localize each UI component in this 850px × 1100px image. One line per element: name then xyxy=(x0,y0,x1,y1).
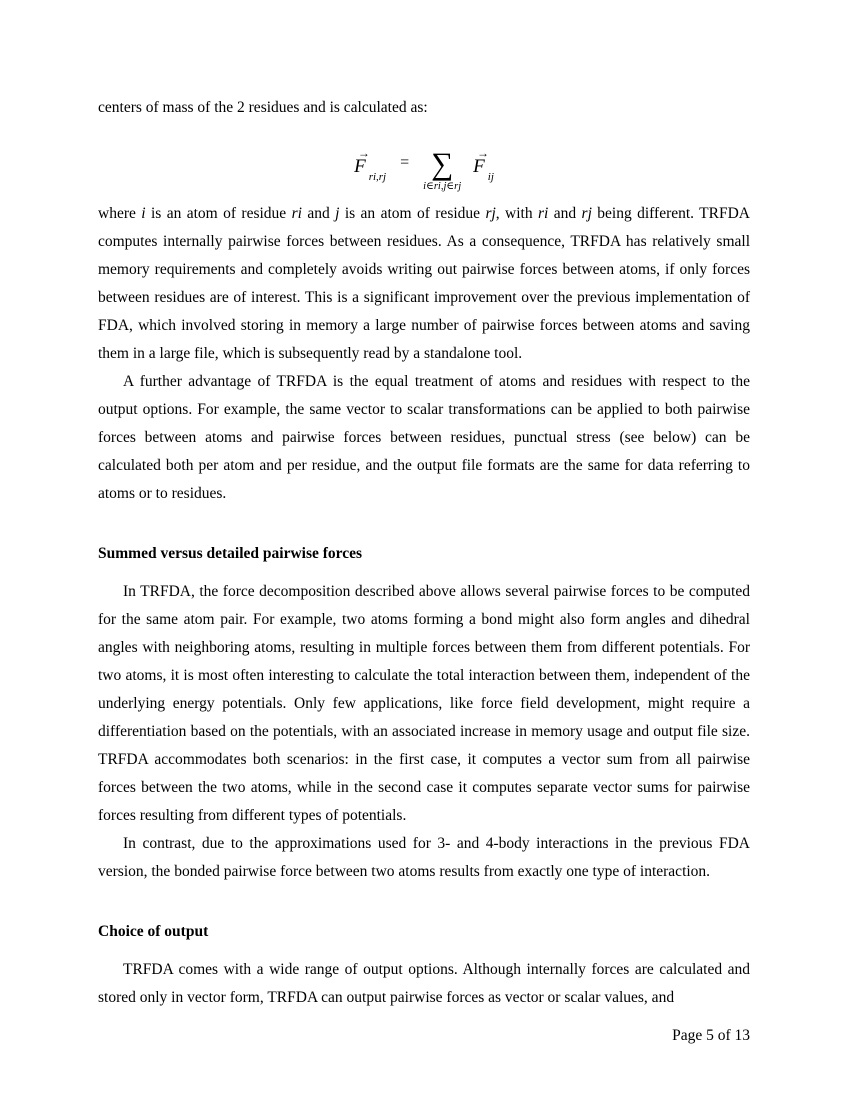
paragraph-further-advantage: A further advantage of TRFDA is the equal treatment of atoms and residues with respect to the output options. For example, the same vector to scalar transformations can be applied to both pairwise forces between atoms and pairwise forces between residues, punctual stress (see below) can be calculated both per atom and per residue, and the output file formats are the same for data referring to atoms or to residues. xyxy=(98,373,750,502)
equation-lhs-subscript: ri,rj xyxy=(368,171,387,183)
equation-rhs-symbol: F xyxy=(473,156,485,177)
equation xyxy=(98,130,750,196)
vector-arrow-icon: → xyxy=(476,146,489,160)
equation-lhs xyxy=(354,146,387,183)
equation-rhs-subscript: ij xyxy=(487,171,494,183)
summation-sigma-icon: ∑ xyxy=(431,145,454,181)
vector-arrow-icon: → xyxy=(357,146,370,160)
paragraph-summed-2: In contrast, due to the approximations used for 3- and 4-body interactions in the previous FDA version, the bonded pairwise force between two atoms results from exactly one type of interaction. xyxy=(98,835,750,880)
equation-summation xyxy=(423,145,462,193)
page-number: Page 5 of 13 xyxy=(672,1027,750,1044)
equation-rhs xyxy=(473,146,494,183)
intro-line: centers of mass of the 2 residues and is calculated as: xyxy=(98,99,428,116)
equation-sum-limits: i∈ri,j∈rj xyxy=(423,180,462,192)
paragraph-output-1: TRFDA comes with a wide range of output options. Although internally forces are calculated and stored only in vector form, TRFDA can output pairwise forces as vector or scalar values, and xyxy=(98,961,750,1006)
equation-lhs-symbol: F xyxy=(354,156,366,177)
vector-f-rhs xyxy=(473,146,489,177)
page-content xyxy=(98,94,750,1012)
equation-equals-sign: = xyxy=(400,154,410,171)
section-heading-summed-versus-detailed: Summed versus detailed pairwise forces xyxy=(98,545,363,562)
vector-f-lhs xyxy=(354,146,370,177)
paragraph-where-definition: where i is an atom of residue ri and j is an atom of residue rj, with ri and rj being different. TRFDA computes internally pairwise forces between residues. As a consequence, TRFDA has relatively small memory requirements and completely avoids writing out pairwise forces between atoms, if only forces between residues are of interest. This is a significant improvement over the previous implementation of FDA, which involved storing in memory a large number of pairwise forces between atoms and saving them in a large file, which is subsequently read by a standalone tool. xyxy=(98,205,750,362)
paragraph-summed-1: In TRFDA, the force decomposition described above allows several pairwise forces to be computed for the same atom pair. For example, two atoms forming a bond might also form angles and dihedral angles with neighboring atoms, resulting in multiple forces between them from different potentials. For two atoms, it is most often interesting to calculate the total interaction between them, independent of the underlying energy potentials. Only few applications, like force field development, might require a differentiation based on the potentials, with an associated increase in memory usage and output file size. TRFDA accommodates both scenarios: in the first case, it computes a vector sum from all pairwise forces between the two atoms, while in the second case it computes separate vector sums for pairwise forces resulting from different types of potentials. xyxy=(98,583,750,824)
section-heading-choice-of-output: Choice of output xyxy=(98,923,209,940)
